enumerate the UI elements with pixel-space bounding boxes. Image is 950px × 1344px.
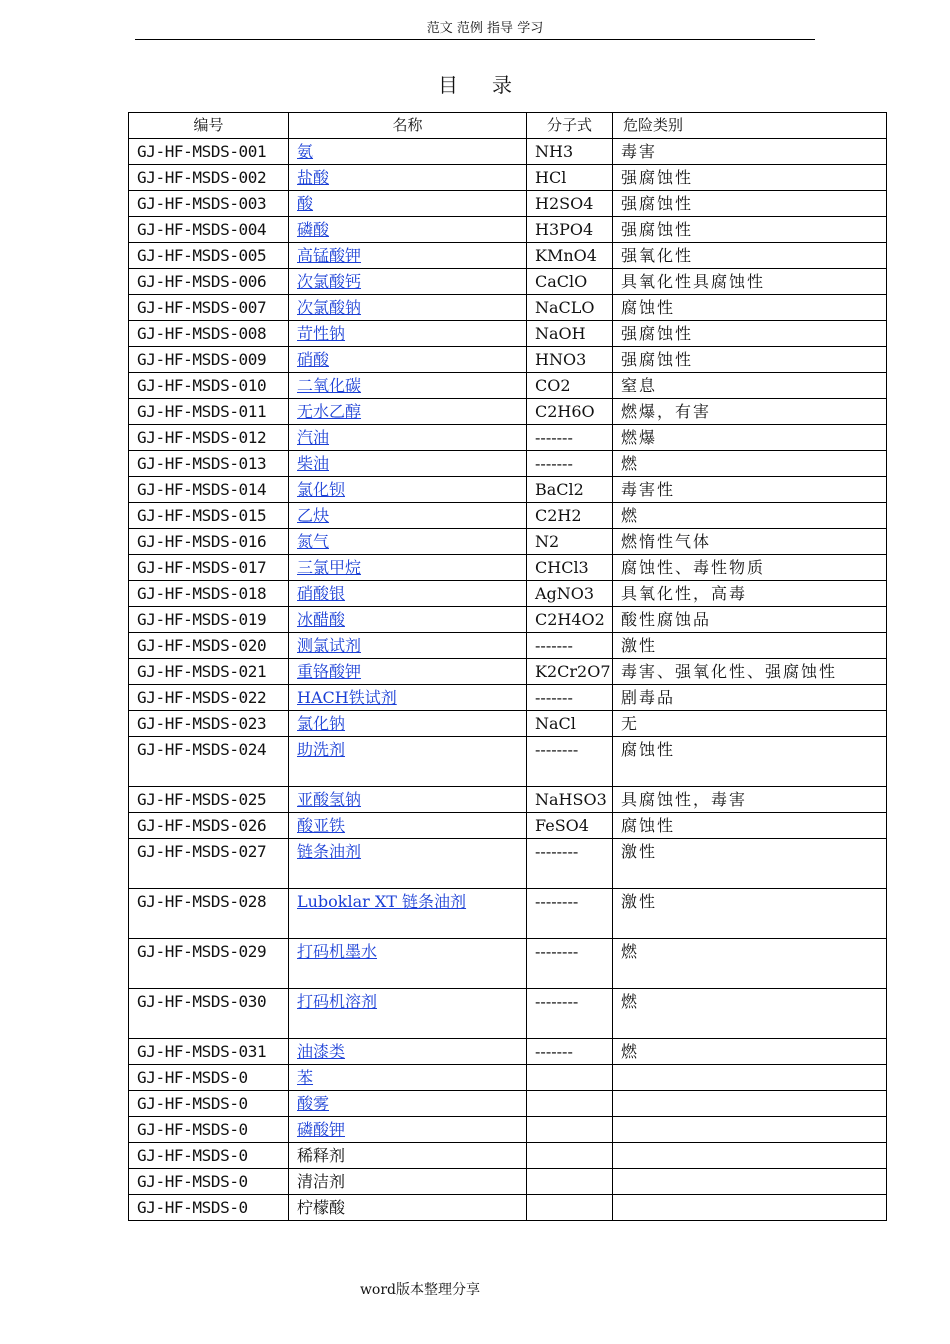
msds-code-cell: GJ-HF-MSDS-020 [129, 633, 289, 659]
msds-code-cell: GJ-HF-MSDS-002 [129, 165, 289, 191]
hazard-class-cell [613, 1169, 887, 1195]
chemical-name-cell[interactable] [289, 1039, 527, 1065]
chemical-name-link[interactable]: Luboklar XT 链条油剂 [297, 892, 467, 911]
formula-cell: NaCLO [527, 295, 613, 321]
hazard-class-cell: 强腐蚀性 [613, 191, 887, 217]
formula-cell: NH3 [527, 139, 613, 165]
msds-code-cell: GJ-HF-MSDS-028 [129, 889, 289, 939]
hazard-class-cell: 激性 [613, 839, 887, 889]
page-header [135, 20, 815, 40]
table-row [129, 737, 887, 787]
formula-cell: KMnO4 [527, 243, 613, 269]
table-row [129, 939, 887, 989]
formula-cell: CO2 [527, 373, 613, 399]
formula-cell: ------- [527, 451, 613, 477]
formula-cell: ------- [527, 1039, 613, 1065]
chemical-name-cell[interactable] [289, 1065, 527, 1091]
chemical-name-link[interactable]: 冰醋酸 [297, 610, 346, 629]
formula-cell: HCl [527, 165, 613, 191]
chemical-name-link[interactable]: 酸雾 [297, 1094, 330, 1113]
table-row [129, 451, 887, 477]
formula-cell: -------- [527, 989, 613, 1039]
msds-code-cell: GJ-HF-MSDS-0 [129, 1117, 289, 1143]
table-row [129, 529, 887, 555]
msds-code-cell: GJ-HF-MSDS-011 [129, 399, 289, 425]
formula-cell [527, 1065, 613, 1091]
msds-code-cell: GJ-HF-MSDS-023 [129, 711, 289, 737]
column-header-formula: 分子式 [527, 113, 613, 139]
msds-code-cell: GJ-HF-MSDS-0 [129, 1091, 289, 1117]
page-title: 目录 [438, 73, 546, 97]
chemical-name-link[interactable]: 测氯试剂 [297, 636, 362, 655]
chemical-name-link[interactable]: 磷酸钾 [297, 1120, 346, 1139]
formula-cell: ------- [527, 633, 613, 659]
chemical-name-link[interactable]: 氯化钠 [297, 714, 346, 733]
column-header-hazard: 危险类别 [613, 113, 887, 139]
chemical-name-link[interactable]: 重铬酸钾 [297, 662, 362, 681]
hazard-class-cell: 毒害性 [613, 477, 887, 503]
chemical-name-link[interactable]: 氯化钡 [297, 480, 346, 499]
chemical-name-link[interactable]: 打码机墨水 [297, 942, 378, 961]
chemical-name-cell[interactable] [289, 451, 527, 477]
chemical-name-cell[interactable] [289, 529, 527, 555]
chemical-name-link[interactable]: 酸亚铁 [297, 816, 346, 835]
column-header-name: 名称 [289, 113, 527, 139]
chemical-name-cell [289, 1143, 527, 1169]
formula-cell: NaHSO3 [527, 787, 613, 813]
column-header-code: 编号 [129, 113, 289, 139]
chemical-name-link[interactable]: 汽油 [297, 428, 330, 447]
chemical-name-cell[interactable] [289, 165, 527, 191]
msds-code-cell: GJ-HF-MSDS-006 [129, 269, 289, 295]
chemical-name-cell[interactable] [289, 425, 527, 451]
hazard-class-cell: 剧毒品 [613, 685, 887, 711]
hazard-class-cell: 燃 [613, 939, 887, 989]
msds-code-cell: GJ-HF-MSDS-0 [129, 1065, 289, 1091]
page-footer: word版本整理分享 [359, 1282, 481, 1298]
table-row [129, 139, 887, 165]
msds-code-cell: GJ-HF-MSDS-0 [129, 1195, 289, 1221]
table-row [129, 1117, 887, 1143]
table-row [129, 839, 887, 889]
chemical-name-cell[interactable] [289, 889, 527, 939]
chemical-name-link[interactable]: 乙炔 [297, 506, 330, 525]
table-row [129, 347, 887, 373]
formula-cell: FeSO4 [527, 813, 613, 839]
chemical-name-text: 柠檬酸 [297, 1198, 346, 1217]
hazard-class-cell: 强腐蚀性 [613, 321, 887, 347]
hazard-class-cell [613, 1195, 887, 1221]
table-row [129, 1169, 887, 1195]
chemical-name-text: 清洁剂 [297, 1172, 346, 1191]
hazard-class-cell: 燃 [613, 503, 887, 529]
hazard-class-cell: 激性 [613, 633, 887, 659]
table-row [129, 295, 887, 321]
formula-cell: -------- [527, 737, 613, 787]
table-row [129, 889, 887, 939]
chemical-name-cell[interactable] [289, 787, 527, 813]
chemical-name-cell[interactable] [289, 989, 527, 1039]
table-row [129, 503, 887, 529]
hazard-class-cell: 窒息 [613, 373, 887, 399]
chemical-name-link[interactable]: 次氯酸钙 [297, 272, 362, 291]
formula-cell: NaCl [527, 711, 613, 737]
table-row [129, 399, 887, 425]
formula-cell: -------- [527, 839, 613, 889]
hazard-class-cell: 具氧化性具腐蚀性 [613, 269, 887, 295]
msds-code-cell: GJ-HF-MSDS-026 [129, 813, 289, 839]
formula-cell: H2SO4 [527, 191, 613, 217]
msds-code-cell: GJ-HF-MSDS-009 [129, 347, 289, 373]
chemical-name-link[interactable]: 三氯甲烷 [297, 558, 362, 577]
chemical-name-cell[interactable] [289, 659, 527, 685]
msds-code-cell: GJ-HF-MSDS-024 [129, 737, 289, 787]
formula-cell [527, 1195, 613, 1221]
msds-code-cell: GJ-HF-MSDS-019 [129, 607, 289, 633]
chemical-name-cell[interactable] [289, 711, 527, 737]
formula-cell: BaCl2 [527, 477, 613, 503]
table-row [129, 607, 887, 633]
chemical-name-cell[interactable] [289, 685, 527, 711]
msds-code-cell: GJ-HF-MSDS-014 [129, 477, 289, 503]
chemical-name-cell[interactable] [289, 737, 527, 787]
chemical-name-cell[interactable] [289, 503, 527, 529]
chemical-name-link[interactable]: 苛性钠 [297, 324, 346, 343]
chemical-name-link[interactable]: 磷酸 [297, 220, 330, 239]
hazard-class-cell: 燃爆，有害 [613, 399, 887, 425]
chemical-name-link[interactable]: 硝酸 [297, 350, 330, 369]
chemical-name-link[interactable]: 打码机溶剂 [297, 992, 378, 1011]
msds-code-cell: GJ-HF-MSDS-018 [129, 581, 289, 607]
hazard-class-cell: 腐蚀性 [613, 813, 887, 839]
msds-code-cell: GJ-HF-MSDS-031 [129, 1039, 289, 1065]
formula-cell [527, 1091, 613, 1117]
hazard-class-cell: 燃 [613, 1039, 887, 1065]
table-row [129, 243, 887, 269]
msds-code-cell: GJ-HF-MSDS-016 [129, 529, 289, 555]
chemical-name-link[interactable]: 氮气 [297, 532, 330, 551]
hazard-class-cell: 燃爆 [613, 425, 887, 451]
chemical-name-cell[interactable] [289, 1091, 527, 1117]
hazard-class-cell: 激性 [613, 889, 887, 939]
formula-cell: HNO3 [527, 347, 613, 373]
chemical-name-text: 稀释剂 [297, 1146, 346, 1165]
chemical-name-cell[interactable] [289, 839, 527, 889]
table-body [129, 139, 887, 1221]
table-row [129, 425, 887, 451]
table-row [129, 477, 887, 503]
formula-cell: ------- [527, 425, 613, 451]
chemical-name-link[interactable]: 油漆类 [297, 1042, 346, 1061]
hazard-class-cell [613, 1091, 887, 1117]
table-row [129, 989, 887, 1039]
chemical-name-cell[interactable] [289, 581, 527, 607]
hazard-class-cell: 腐蚀性 [613, 295, 887, 321]
msds-code-cell: GJ-HF-MSDS-022 [129, 685, 289, 711]
formula-cell: C2H6O [527, 399, 613, 425]
table-row [129, 191, 887, 217]
chemical-name-cell[interactable] [289, 269, 527, 295]
chemical-name-cell[interactable] [289, 321, 527, 347]
chemical-name-cell[interactable] [289, 139, 527, 165]
msds-code-cell: GJ-HF-MSDS-0 [129, 1169, 289, 1195]
formula-cell [527, 1117, 613, 1143]
msds-code-cell: GJ-HF-MSDS-004 [129, 217, 289, 243]
msds-code-cell: GJ-HF-MSDS-017 [129, 555, 289, 581]
chemical-name-link[interactable]: 二氧化碳 [297, 376, 362, 395]
hazard-class-cell [613, 1143, 887, 1169]
msds-code-cell: GJ-HF-MSDS-027 [129, 839, 289, 889]
hazard-class-cell [613, 1065, 887, 1091]
hazard-class-cell: 燃 [613, 451, 887, 477]
table-row [129, 555, 887, 581]
hazard-class-cell [613, 1117, 887, 1143]
table-row [129, 321, 887, 347]
hazard-class-cell: 腐蚀性 [613, 737, 887, 787]
msds-code-cell: GJ-HF-MSDS-008 [129, 321, 289, 347]
table-row [129, 711, 887, 737]
chemical-name-link[interactable]: 助洗剂 [297, 740, 346, 759]
msds-code-cell: GJ-HF-MSDS-005 [129, 243, 289, 269]
chemical-name-link[interactable]: 次氯酸钠 [297, 298, 362, 317]
formula-cell: C2H4O2 [527, 607, 613, 633]
chemical-name-link[interactable]: 氨 [297, 142, 314, 161]
chemical-name-cell [289, 1169, 527, 1195]
formula-cell: AgNO3 [527, 581, 613, 607]
msds-index-table [128, 112, 887, 1221]
formula-cell: H3PO4 [527, 217, 613, 243]
chemical-name-cell[interactable] [289, 191, 527, 217]
table-row [129, 787, 887, 813]
chemical-name-link[interactable]: 高锰酸钾 [297, 246, 362, 265]
table-row [129, 581, 887, 607]
msds-code-cell: GJ-HF-MSDS-013 [129, 451, 289, 477]
hazard-class-cell: 毒害、强氧化性、强腐蚀性 [613, 659, 887, 685]
chemical-name-link[interactable]: 亚酸氢钠 [297, 790, 362, 809]
table-row [129, 1039, 887, 1065]
msds-code-cell: GJ-HF-MSDS-007 [129, 295, 289, 321]
msds-code-cell: GJ-HF-MSDS-030 [129, 989, 289, 1039]
hazard-class-cell: 强腐蚀性 [613, 217, 887, 243]
hazard-class-cell: 燃 [613, 989, 887, 1039]
msds-code-cell: GJ-HF-MSDS-015 [129, 503, 289, 529]
chemical-name-cell[interactable] [289, 939, 527, 989]
header-text: 范文 范例 指导 学习 [426, 21, 544, 36]
chemical-name-cell[interactable] [289, 373, 527, 399]
chemical-name-link[interactable]: 硝酸银 [297, 584, 346, 603]
formula-cell: -------- [527, 889, 613, 939]
chemical-name-link[interactable]: 酸 [297, 194, 314, 213]
formula-cell: NaOH [527, 321, 613, 347]
chemical-name-cell[interactable] [289, 295, 527, 321]
chemical-name-cell[interactable] [289, 399, 527, 425]
table-row [129, 633, 887, 659]
formula-cell: CaClO [527, 269, 613, 295]
formula-cell: K2Cr2O7 [527, 659, 613, 685]
hazard-class-cell: 强腐蚀性 [613, 165, 887, 191]
chemical-name-link[interactable]: 苯 [297, 1068, 314, 1087]
chemical-name-cell [289, 1195, 527, 1221]
chemical-name-cell[interactable] [289, 607, 527, 633]
chemical-name-cell[interactable] [289, 477, 527, 503]
chemical-name-link[interactable]: 柴油 [297, 454, 330, 473]
chemical-name-link[interactable]: 无水乙醇 [297, 402, 362, 421]
msds-code-cell: GJ-HF-MSDS-021 [129, 659, 289, 685]
hazard-class-cell: 强腐蚀性 [613, 347, 887, 373]
msds-code-cell: GJ-HF-MSDS-0 [129, 1143, 289, 1169]
msds-code-cell: GJ-HF-MSDS-010 [129, 373, 289, 399]
formula-cell: -------- [527, 939, 613, 989]
table-row [129, 165, 887, 191]
chemical-name-cell[interactable] [289, 633, 527, 659]
table-row [129, 685, 887, 711]
hazard-class-cell: 燃惰性气体 [613, 529, 887, 555]
table-row [129, 373, 887, 399]
hazard-class-cell: 具氧化性，高毒 [613, 581, 887, 607]
formula-cell: ------- [527, 685, 613, 711]
hazard-class-cell: 无 [613, 711, 887, 737]
hazard-class-cell: 酸性腐蚀品 [613, 607, 887, 633]
table-row [129, 1195, 887, 1221]
formula-cell: CHCl3 [527, 555, 613, 581]
chemical-name-cell[interactable] [289, 347, 527, 373]
chemical-name-link[interactable]: HACH铁试剂 [297, 688, 397, 707]
hazard-class-cell: 腐蚀性、毒性物质 [613, 555, 887, 581]
msds-code-cell: GJ-HF-MSDS-012 [129, 425, 289, 451]
formula-cell: N2 [527, 529, 613, 555]
table-row [129, 217, 887, 243]
msds-code-cell: GJ-HF-MSDS-025 [129, 787, 289, 813]
msds-code-cell: GJ-HF-MSDS-029 [129, 939, 289, 989]
formula-cell [527, 1143, 613, 1169]
table-row [129, 269, 887, 295]
table-row [129, 813, 887, 839]
table-header-row [129, 113, 887, 139]
hazard-class-cell: 毒害 [613, 139, 887, 165]
table-row [129, 1091, 887, 1117]
table-row [129, 659, 887, 685]
table-row [129, 1143, 887, 1169]
msds-code-cell: GJ-HF-MSDS-001 [129, 139, 289, 165]
hazard-class-cell: 具腐蚀性，毒害 [613, 787, 887, 813]
chemical-name-link[interactable]: 链条油剂 [297, 842, 362, 861]
chemical-name-cell[interactable] [289, 555, 527, 581]
chemical-name-cell[interactable] [289, 813, 527, 839]
table-row [129, 1065, 887, 1091]
chemical-name-cell[interactable] [289, 217, 527, 243]
formula-cell [527, 1169, 613, 1195]
formula-cell: C2H2 [527, 503, 613, 529]
msds-code-cell: GJ-HF-MSDS-003 [129, 191, 289, 217]
chemical-name-link[interactable]: 盐酸 [297, 168, 330, 187]
chemical-name-cell[interactable] [289, 243, 527, 269]
hazard-class-cell: 强氧化性 [613, 243, 887, 269]
chemical-name-cell[interactable] [289, 1117, 527, 1143]
